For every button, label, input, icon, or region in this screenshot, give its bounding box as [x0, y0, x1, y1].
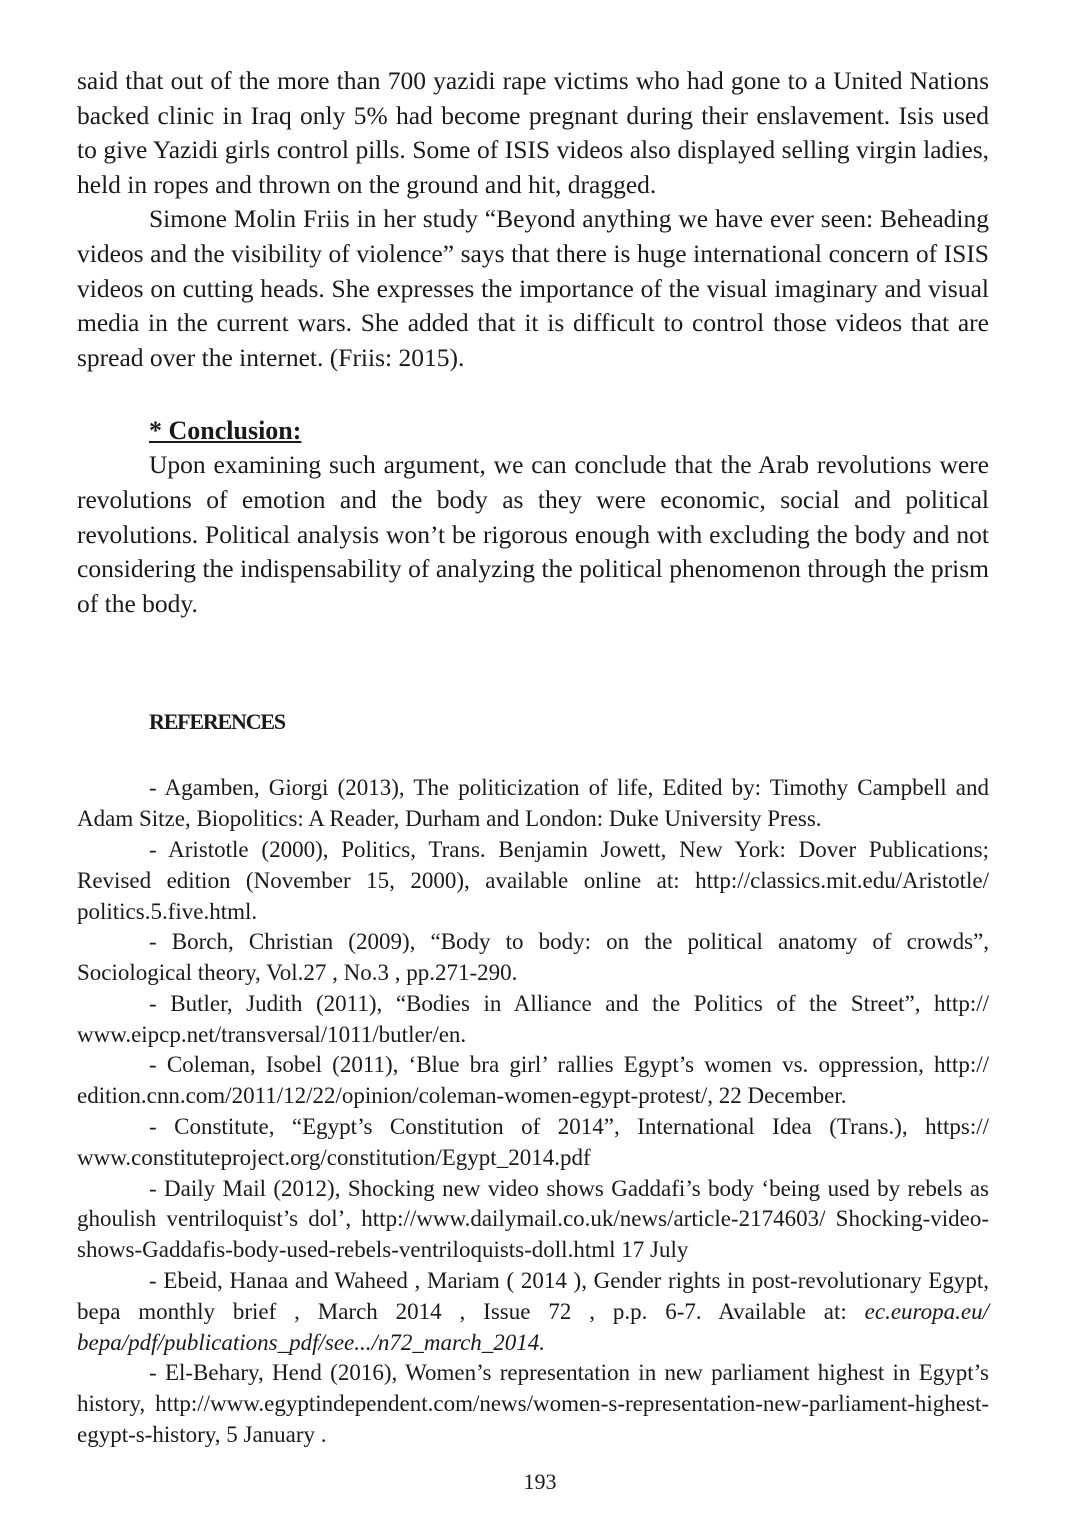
- body-text: [77, 64, 989, 375]
- page-content: [77, 64, 989, 1451]
- body-paragraph: said that out of the more than 700 yazidi rape victims who had gone to a United Nations backed clinic in Iraq only 5% had become pregnant during their enslavement. Isis used to give Yazidi girls control pills. Some of ISIS videos also displayed selling virgin ladies, held in ropes and thrown on the ground and hit, dragged.: [77, 66, 989, 199]
- reference-item: - Coleman, Isobel (2011), ‘Blue bra girl’ rallies Egypt’s women vs. oppression, http:// edition.cnn.com/2011/12/22/opinion/coleman-women-egypt-protest/, 22 December.: [77, 1052, 989, 1109]
- conclusion-body: [77, 448, 989, 621]
- reference-item: - El-Behary, Hend (2016), Women’s representation in new parliament highest in Egypt’s history, http://www.egyptindependent.com/news/women-s-representation-new-parliament-highest-egypt-s-history, 5 January .: [77, 1360, 989, 1448]
- reference-text: - Ebeid, Hanaa and Waheed , Mariam ( 2014 ), Gender rights in post-revolutionary Egypt, bepa monthly brief , March 2014 , Issue 72 , p.p. 6-7. Available at:: [77, 1268, 989, 1324]
- references-list: [77, 773, 989, 1451]
- reference-item: - Constitute, “Egypt’s Constitution of 2014”, International Idea (Trans.), https:// www.constituteproject.org/constitution/Egypt_2014.pdf: [77, 1114, 989, 1170]
- reference-item: - Butler, Judith (2011), “Bodies in Alliance and the Politics of the Street”, http:// www.eipcp.net/transversal/1011/butler/en.: [77, 990, 989, 1047]
- page-number: 193: [523, 1469, 557, 1494]
- reference-item: - Daily Mail (2012), Shocking new video shows Gaddafi’s body ‘being used by rebels as ghoulish ventriloquist’s dol’, http://www.dailymail.co.uk/news/article-2174603/ Shocking-video-shows-Gaddafis-body-used-rebels-ventriloquists-doll.html 17 July: [77, 1175, 989, 1263]
- reference-item: - Aristotle (2000), Politics, Trans. Benjamin Jowett, New York: Dover Publications; Revised edition (November 15, 2000), available online at: http://classics.mit.edu/Aristotle/ politics.5.five.html.: [77, 836, 989, 924]
- reference-link: ec.europa.eu/ bepa/pdf/publications_pdf/see.../n72_march_2014.: [77, 1298, 989, 1355]
- conclusion-paragraph: Upon examining such argument, we can conclude that the Arab revolutions were revolutions of emotion and the body as they were economic, social and political revolutions. Political analysis won’t be rigorous enough with excluding the body and not considering the indispensability of analyzing the political phenomenon through the prism of the body.: [77, 450, 989, 618]
- body-paragraph: Simone Molin Friis in her study “Beyond anything we have ever seen: Beheading videos and the visibility of violence” says that there is huge international concern of ISIS videos on cutting heads. She expresses the importance of the visual imaginary and visual media in the current wars. She added that it is difficult to control those videos that are spread over the internet. (Friis: 2015).: [77, 204, 989, 372]
- conclusion-heading: * Conclusion:: [149, 416, 302, 446]
- reference-item: - Agamben, Giorgi (2013), The politicization of life, Edited by: Timothy Campbell and Adam Sitze, Biopolitics: A Reader, Durham and London: Duke University Press.: [77, 775, 989, 832]
- reference-item: [77, 1266, 989, 1358]
- reference-item: - Borch, Christian (2009), “Body to body: on the political anatomy of crowds”, Sociological theory, Vol.27 , No.3 , pp.271-290.: [77, 929, 989, 986]
- references-heading: REFERENCES: [149, 709, 285, 735]
